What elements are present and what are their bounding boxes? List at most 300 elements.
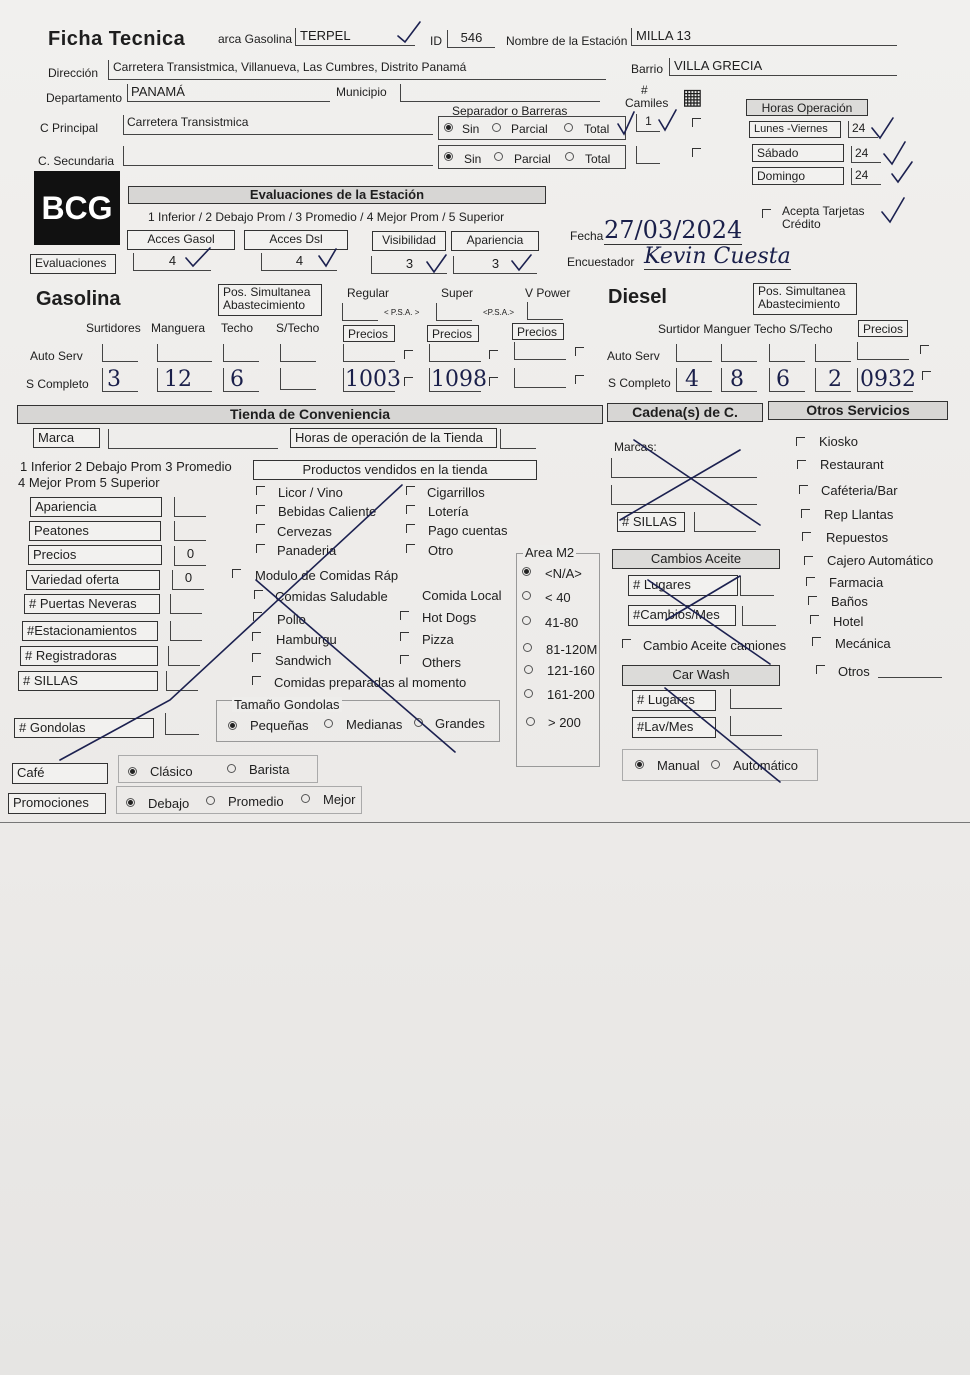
cigarrillos-label: Cigarrillos <box>427 485 485 500</box>
regular-label: Regular <box>347 286 390 300</box>
others-checkbox[interactable] <box>400 655 409 664</box>
wash-lugares-label: # Lugares <box>632 690 716 711</box>
super-label: Super <box>441 286 474 300</box>
departamento-label: Departamento <box>46 91 123 105</box>
barrio-field[interactable] <box>669 58 897 76</box>
gas-stecho-field[interactable] <box>280 368 316 390</box>
gas-regular-price-value: 1003 <box>345 367 401 392</box>
area-radio-5[interactable] <box>524 689 533 698</box>
camiles-checkbox-1[interactable] <box>692 118 701 127</box>
acces-dsl-value: 4 <box>295 253 304 268</box>
pequenas-radio[interactable] <box>228 721 237 730</box>
sep1-total-radio[interactable] <box>564 123 573 132</box>
sep1-parcial-radio[interactable] <box>492 123 501 132</box>
municipio-label: Municipio <box>336 85 387 99</box>
check-mark <box>659 110 676 130</box>
gas-auto-regular-field[interactable] <box>343 344 395 362</box>
tienda-registradoras-field[interactable] <box>168 646 200 666</box>
tienda-precios-label: Precios <box>28 545 162 565</box>
psa-label-1: < P.S.A. > <box>384 308 420 317</box>
gas-auto-surtidores-field[interactable] <box>102 344 138 362</box>
otros-checkbox-0[interactable] <box>796 437 805 446</box>
c-principal-label: C Principal <box>40 121 99 135</box>
otros-item-9: Mecánica <box>835 636 891 651</box>
otros-item-0: Kiosko <box>819 434 859 449</box>
panaderia-checkbox[interactable] <box>256 544 265 553</box>
gas-manguera-field[interactable] <box>157 368 212 392</box>
otros-checkbox-9[interactable] <box>812 637 821 646</box>
estacion-value: MILLA 13 <box>636 28 691 43</box>
tienda-gondolas-label: # Gondolas <box>14 718 154 738</box>
hamburgu-label: Hamburgu <box>276 632 337 647</box>
preparadas-label: Comidas preparadas al momento <box>274 675 467 690</box>
camiles-label: Camiles <box>625 96 669 110</box>
licor-checkbox[interactable] <box>256 486 265 495</box>
diesel-pos-simultanea <box>753 283 857 315</box>
saludable-label: Comidas Saludable <box>275 589 388 604</box>
tienda-apariencia-field[interactable] <box>174 497 206 517</box>
gas-surtidores-value: 3 <box>107 367 121 392</box>
otros-item-2: Caféteria/Bar <box>821 483 898 498</box>
tienda-puertas-label: # Puertas Neveras <box>24 594 160 614</box>
otros-item-1: Restaurant <box>820 457 884 472</box>
pollo-label: Pollo <box>277 612 306 627</box>
area-option-6: > 200 <box>548 715 581 730</box>
gas-pos-simultanea <box>218 284 322 316</box>
area-option-1: < 40 <box>545 590 571 605</box>
gas-techo-field[interactable] <box>223 368 259 392</box>
tienda-variedad-value: 0 <box>184 570 193 585</box>
marcas-field-1[interactable] <box>611 458 757 478</box>
area-group <box>516 553 600 767</box>
area-option-2: 41-80 <box>545 615 579 630</box>
otros-specify-field[interactable] <box>878 668 942 678</box>
area-radio-3[interactable] <box>523 643 532 652</box>
domingo-value: 24 <box>855 168 869 182</box>
gas-techo-value: 6 <box>230 367 244 392</box>
debajo-radio[interactable] <box>126 798 135 807</box>
tienda-scale-1: 1 Inferior 2 Debajo Prom 3 Promedio <box>20 459 232 474</box>
otros-checkbox-4[interactable] <box>802 532 811 541</box>
otro-label: Otro <box>428 543 454 558</box>
area-radio-4[interactable] <box>524 665 533 674</box>
diesel-auto-techo-field[interactable] <box>769 344 805 362</box>
tienda-precios-field[interactable] <box>174 546 206 566</box>
acces-dsl-field[interactable] <box>261 253 337 271</box>
tienda-peatones-field[interactable] <box>174 521 206 541</box>
pollo-checkbox[interactable] <box>253 612 262 621</box>
gas-s-completo-label: S Completo <box>26 377 89 391</box>
otros-checkbox-2[interactable] <box>799 485 808 494</box>
barrio-value: VILLA GRECIA <box>674 58 763 73</box>
camiles-field-2[interactable] <box>636 146 660 164</box>
otros-checkbox-1[interactable] <box>797 460 806 469</box>
otros-checkbox-6[interactable] <box>806 577 815 586</box>
sep1-parcial-label: Parcial <box>511 122 548 136</box>
gas-auto-vpower-check[interactable] <box>575 347 584 356</box>
cervezas-checkbox[interactable] <box>256 524 265 533</box>
camiles-value: 1 <box>645 114 652 128</box>
gas-manguera-value: 12 <box>164 367 192 392</box>
car-wash-header: Car Wash <box>622 665 780 686</box>
otros-checkbox-8[interactable] <box>810 615 819 624</box>
evaluaciones-header: Evaluaciones de la Estación <box>128 186 546 204</box>
modulo-checkbox[interactable] <box>232 569 241 578</box>
estacion-field[interactable] <box>631 28 897 46</box>
sep1-total-label: Total <box>584 122 610 136</box>
gas-auto-manguera-field[interactable] <box>157 344 212 362</box>
area-option-3: 81-120M <box>546 642 598 657</box>
pago-checkbox[interactable] <box>406 524 415 533</box>
diesel-headers: Surtidor Manguer Techo S/Techo <box>658 322 833 336</box>
otros-item-8: Hotel <box>833 614 864 629</box>
gas-auto-super-field[interactable] <box>429 344 481 362</box>
diesel-auto-manguer-field[interactable] <box>721 344 757 362</box>
modulo-label: Modulo de Comidas Ráp <box>255 568 399 583</box>
diesel-manguer-field[interactable] <box>721 368 757 392</box>
psa-field-1[interactable] <box>342 303 378 321</box>
tarjetas-checkbox[interactable] <box>762 209 771 218</box>
hamburgu-checkbox[interactable] <box>252 632 261 641</box>
area-option-4: 121-160 <box>547 663 595 678</box>
otros-item-6: Farmacia <box>829 575 884 590</box>
panaderia-label: Panaderia <box>277 543 337 558</box>
pizza-checkbox[interactable] <box>400 632 409 641</box>
municipio-field[interactable] <box>400 84 600 102</box>
traffic-light-icon: ▦ <box>682 84 703 109</box>
marcas-label: Marcas: <box>614 440 657 454</box>
promociones-label: Promociones <box>8 793 106 814</box>
id-label: ID <box>430 34 442 48</box>
debajo-label: Debajo <box>148 796 190 811</box>
manual-label: Manual <box>657 758 700 773</box>
tienda-apariencia-label: Apariencia <box>30 497 162 517</box>
departamento-value: PANAMÁ <box>131 84 185 99</box>
others-label: Others <box>422 655 462 670</box>
c-principal-field[interactable] <box>123 115 433 135</box>
cadena-sillas-label: # SILLAS <box>617 512 685 532</box>
bebidas-label: Bebidas Caliente <box>278 504 377 519</box>
precios-super-label: Precios <box>427 325 479 342</box>
manguera-label: Manguera <box>151 321 206 335</box>
gas-vpower-price-field[interactable] <box>514 368 566 388</box>
tienda-horas-field[interactable] <box>500 429 536 449</box>
cadena-sillas-field[interactable] <box>694 512 756 532</box>
apariencia-eval-label: Apariencia <box>451 231 539 251</box>
preparadas-checkbox[interactable] <box>252 676 261 685</box>
acces-dsl-label: Acces Dsl <box>244 230 348 250</box>
lav-mes-field[interactable] <box>730 716 782 736</box>
loteria-label: Lotería <box>428 504 469 519</box>
pago-label: Pago cuentas <box>428 523 508 538</box>
tienda-sillas-field[interactable] <box>166 671 198 691</box>
acces-gasol-field[interactable] <box>133 253 211 271</box>
promedio-radio[interactable] <box>206 796 215 805</box>
promedio-label: Promedio <box>228 794 284 809</box>
id-value: 546 <box>460 30 483 45</box>
diesel-stecho-value: 2 <box>828 367 842 392</box>
c-secundaria-field[interactable] <box>123 146 433 166</box>
sep1-sin-radio[interactable] <box>444 123 453 132</box>
cambios-mes-label: #Cambios/Mes <box>628 605 736 626</box>
otros-item-7: Baños <box>831 594 868 609</box>
otros-item-4: Repuestos <box>826 530 889 545</box>
estacion-label: Nombre de la Estación <box>506 34 628 48</box>
surtidores-label: Surtidores <box>86 321 141 335</box>
gasolina-title: Gasolina <box>36 288 121 310</box>
sabado-field[interactable] <box>851 146 881 163</box>
marca-value: TERPEL <box>300 28 351 43</box>
sep2-total-radio[interactable] <box>565 152 574 161</box>
techo-label: Techo <box>221 321 254 335</box>
direccion-field[interactable] <box>108 60 606 80</box>
gas-vpower-check[interactable] <box>575 375 584 384</box>
diesel-techo-value: 6 <box>776 367 790 392</box>
pizza-label: Pizza <box>422 632 454 647</box>
acces-gasol-label: Acces Gasol <box>127 230 235 250</box>
diesel-manguer-value: 8 <box>730 367 744 392</box>
diesel-precio-field[interactable] <box>857 367 916 392</box>
visibilidad-field[interactable] <box>371 256 447 274</box>
lunes-label: Lunes -Viernes <box>749 121 841 138</box>
lunes-field[interactable] <box>848 121 878 138</box>
clasico-label: Clásico <box>150 764 193 779</box>
hotdogs-checkbox[interactable] <box>400 611 409 620</box>
diesel-surtidor-value: 4 <box>685 367 699 392</box>
cafe-label: Café <box>12 763 108 784</box>
otros-checkbox-7[interactable] <box>808 596 817 605</box>
departamento-field[interactable] <box>127 84 330 102</box>
tamano-label: Tamaño Gondolas <box>234 697 340 712</box>
sep2-parcial-label: Parcial <box>514 152 551 166</box>
encuestador-label: Encuestador <box>567 255 635 269</box>
diesel-auto-check[interactable] <box>920 345 929 354</box>
tienda-peatones-label: Peatones <box>29 521 161 541</box>
diesel-auto-stecho-field[interactable] <box>815 344 851 362</box>
sep2-parcial-radio[interactable] <box>494 152 503 161</box>
acces-gasol-value: 4 <box>168 253 177 268</box>
gas-auto-techo-field[interactable] <box>223 344 259 362</box>
evaluaciones-label: Evaluaciones <box>30 254 116 274</box>
tienda-gondolas-field[interactable] <box>165 713 199 735</box>
diesel-auto-precio-field[interactable] <box>857 342 909 360</box>
diesel-auto-serv-label: Auto Serv <box>607 349 660 363</box>
area-radio-0[interactable] <box>522 567 531 576</box>
gas-pos-label-1: Pos. Simultanea <box>223 285 311 299</box>
check-mark <box>892 162 912 182</box>
cadena-header: Cadena(s) de C. <box>607 403 763 422</box>
diesel-check[interactable] <box>922 371 931 380</box>
hotdogs-label: Hot Dogs <box>422 610 477 625</box>
otro-checkbox[interactable] <box>406 544 415 553</box>
separador-label: Separador o Barreras <box>452 104 568 118</box>
comida-local-label: Comida Local <box>422 588 502 603</box>
check-mark <box>882 198 904 222</box>
sep2-sin-radio[interactable] <box>444 152 453 161</box>
manual-radio[interactable] <box>635 760 644 769</box>
lunes-value: 24 <box>852 121 866 135</box>
gas-auto-regular-check[interactable] <box>404 350 413 359</box>
medianas-label: Medianas <box>346 717 403 732</box>
barrio-label: Barrio <box>631 62 664 76</box>
page-title: Ficha Tecnica <box>48 28 186 50</box>
tienda-sillas-label: # SILLAS <box>18 671 158 691</box>
tienda-marca-field[interactable] <box>108 429 278 449</box>
otros-item-5: Cajero Automático <box>827 553 934 568</box>
automatico-radio[interactable] <box>711 760 720 769</box>
camiles-field[interactable] <box>636 114 660 132</box>
credito-label: Crédito <box>782 217 821 231</box>
direccion-value: Carretera Transistmica, Villanueva, Las Cumbres, Distrito Panamá <box>113 60 467 74</box>
gas-super-price-value: 1098 <box>431 367 487 392</box>
bcg-logo: BCG <box>34 171 120 245</box>
visibilidad-label: Visibilidad <box>372 231 446 251</box>
tienda-puertas-field[interactable] <box>170 594 202 614</box>
psa-field-2[interactable] <box>436 303 472 321</box>
saludable-checkbox[interactable] <box>254 590 263 599</box>
camiles-hash: # <box>641 83 648 97</box>
marca-label: arca Gasolina <box>218 32 293 46</box>
medianas-radio[interactable] <box>324 719 333 728</box>
gas-auto-serv-label: Auto Serv <box>30 349 83 363</box>
fecha-value[interactable]: 27/03/2024 <box>604 216 743 244</box>
area-radio-1[interactable] <box>522 591 531 600</box>
diesel-techo-field[interactable] <box>769 368 805 392</box>
otros-checkbox-10[interactable] <box>816 665 825 674</box>
grandes-radio[interactable] <box>414 718 423 727</box>
id-field[interactable] <box>447 30 495 48</box>
sep1-sin-label: Sin <box>462 122 480 136</box>
sandwich-checkbox[interactable] <box>252 653 261 662</box>
c-principal-value: Carretera Transistmica <box>127 115 249 129</box>
gas-super-price-field[interactable] <box>429 367 487 392</box>
horas-operacion-header: Horas Operación <box>746 99 868 116</box>
grandes-label: Grandes <box>435 716 485 731</box>
area-radio-2[interactable] <box>522 616 531 625</box>
tienda-horas-label: Horas de operación de la Tienda <box>290 428 497 448</box>
gas-auto-vpower-field[interactable] <box>514 342 566 360</box>
mejor-radio[interactable] <box>301 794 310 803</box>
automatico-label: Automático <box>733 758 799 773</box>
fecha-label: Fecha <box>570 229 604 243</box>
sandwich-label: Sandwich <box>275 653 332 668</box>
marcas-field-2[interactable] <box>611 485 757 505</box>
cambios-aceite-header: Cambios Aceite <box>612 549 780 569</box>
camiones-checkbox[interactable] <box>622 639 631 648</box>
diesel-pos-label-1: Pos. Simultanea <box>758 284 846 298</box>
gas-auto-super-check[interactable] <box>489 350 498 359</box>
gas-super-check[interactable] <box>489 377 498 386</box>
precios-vpower-label: Precios <box>512 323 564 340</box>
gas-pos-label-2: Abastecimiento <box>223 298 306 312</box>
wash-lugares-field[interactable] <box>730 689 782 709</box>
check-mark <box>884 142 905 164</box>
diesel-s-completo-label: S Completo <box>608 376 671 390</box>
sabado-label: Sábado <box>752 144 844 162</box>
lav-mes-label: #Lav/Mes <box>632 717 716 738</box>
gas-surtidores-field[interactable] <box>102 368 138 392</box>
encuestador-value[interactable]: Kevin Cuesta <box>644 244 791 269</box>
cigarrillos-checkbox[interactable] <box>406 486 415 495</box>
barista-label: Barista <box>249 762 290 777</box>
apariencia-eval-value: 3 <box>491 256 500 271</box>
cambios-mes-field[interactable] <box>742 606 776 626</box>
area-option-5: 161-200 <box>547 687 595 702</box>
sabado-value: 24 <box>855 146 869 160</box>
otros-item-3: Rep Llantas <box>824 507 894 522</box>
otros-item-10: Otros <box>838 664 870 679</box>
vpower-label: V Power <box>525 286 571 300</box>
camiles-checkbox-2[interactable] <box>692 148 701 157</box>
cambio-lugares-label: # Lugares <box>628 575 738 596</box>
diesel-pos-label-2: Abastecimiento <box>758 297 841 311</box>
s-techo-label: S/Techo <box>276 321 320 335</box>
cambio-lugares-field[interactable] <box>740 576 774 596</box>
productos-header: Productos vendidos en la tienda <box>253 460 537 480</box>
area-option-0: <N/A> <box>545 566 582 581</box>
tienda-registradoras-label: # Registradoras <box>20 646 158 666</box>
psa-label-2: <P.S.A.> <box>483 308 514 317</box>
direccion-label: Dirección <box>48 66 99 80</box>
loteria-checkbox[interactable] <box>406 505 415 514</box>
tarjetas-label: Acepta Tarjetas <box>782 204 865 218</box>
bottom-rule <box>0 822 970 823</box>
diesel-precio-value: 0932 <box>860 367 916 392</box>
apariencia-eval-field[interactable] <box>453 256 537 274</box>
otros-header: Otros Servicios <box>768 401 948 420</box>
otros-checkbox-5[interactable] <box>804 556 813 565</box>
tienda-variedad-label: Variedad oferta <box>26 570 160 590</box>
barista-radio[interactable] <box>227 764 236 773</box>
diesel-auto-surtidor-field[interactable] <box>676 344 712 362</box>
tienda-estacionamientos-field[interactable] <box>170 621 202 641</box>
clasico-radio[interactable] <box>128 767 137 776</box>
cervezas-label: Cervezas <box>277 524 332 539</box>
tienda-header: Tienda de Conveniencia <box>17 405 603 424</box>
diesel-surtidor-field[interactable] <box>676 368 712 392</box>
tienda-scale-2: 4 Mejor Prom 5 Superior <box>18 475 160 490</box>
tienda-marca-label: Marca <box>33 428 100 448</box>
mejor-label: Mejor <box>323 792 356 807</box>
domingo-field[interactable] <box>851 168 881 185</box>
bebidas-checkbox[interactable] <box>256 505 265 514</box>
tienda-variedad-field[interactable] <box>172 570 204 590</box>
gas-regular-price-field[interactable] <box>343 367 401 392</box>
visibilidad-value: 3 <box>405 256 414 271</box>
area-radio-6[interactable] <box>526 717 535 726</box>
psa-field-3[interactable] <box>527 302 563 320</box>
marca-field[interactable] <box>295 28 415 46</box>
evaluacion-scale: 1 Inferior / 2 Debajo Prom / 3 Promedio / 4 Mejor Prom / 5 Superior <box>148 210 505 224</box>
gas-regular-check[interactable] <box>404 377 413 386</box>
domingo-label: Domingo <box>752 167 844 185</box>
diesel-stecho-field[interactable] <box>815 368 851 392</box>
sep2-sin-label: Sin <box>464 152 482 166</box>
area-label: Area M2 <box>525 545 575 560</box>
diesel-precios-label: Precios <box>858 320 908 337</box>
licor-label: Licor / Vino <box>278 485 343 500</box>
tienda-estacionamientos-label: #Estacionamientos <box>22 621 158 641</box>
c-secundaria-label: C. Secundaria <box>38 154 115 168</box>
precios-regular-label: Precios <box>343 325 395 342</box>
diesel-title: Diesel <box>608 286 667 308</box>
gas-auto-stecho-field[interactable] <box>280 344 316 362</box>
pequenas-label: Pequeñas <box>250 718 309 733</box>
tienda-precios-value: 0 <box>186 546 195 561</box>
sep2-total-label: Total <box>585 152 611 166</box>
otros-checkbox-3[interactable] <box>801 509 810 518</box>
camiones-label: Cambio Aceite camiones <box>643 638 787 653</box>
